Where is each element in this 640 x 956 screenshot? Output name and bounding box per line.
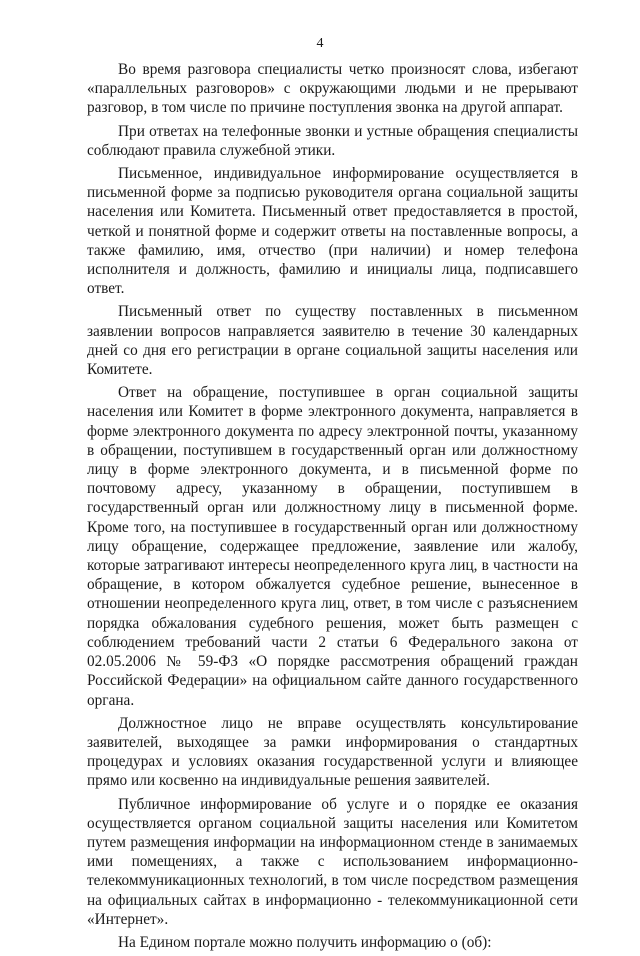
- paragraph-unified-portal: На Едином портале можно получить информацию о (об):: [118, 933, 492, 951]
- paragraph-public-informing: Публичное информирование об услуге и о порядке ее оказания осуществляется органом социальной защиты населения или Комитетом путем размещения информации на информационном стенде в занимаемых ими помещениях, а также с использованием информационно-телекоммуникационных технологий, в том числе посредством размещения на официальных сайтах в информационно - телекоммуникационной сети «Интернет».: [87, 795, 578, 928]
- paragraph-conversation-rules: Во время разговора специалисты четко произносят слова, избегают «параллельных разговоров» с окружающими людьми и не прерывают разговор, в том числе по причине поступления звонка на другой аппарат.: [87, 61, 578, 117]
- page-number: 4: [316, 36, 324, 51]
- document-body: [87, 60, 578, 956]
- paragraph-written-informing: Письменное, индивидуальное информирование осуществляется в письменной форме за подписью руководителя органа социальной защиты населения или Комитета. Письменный ответ предоставляется в простой, четкой и понятной форме и содержит ответы на поставленные вопросы, а также фамилию, имя, отчество (при наличии) и номер телефона исполнителя и должность, фамилию и инициалы лица, подписавшего ответ.: [87, 165, 578, 298]
- paragraph-response-deadline: Письменный ответ по существу поставленных в письменном заявлении вопросов направляется заявителю в течение 30 календарных дней со дня его регистрации в органе социальной защиты населения или Комитете.: [87, 303, 578, 379]
- paragraph-service-ethics: При ответах на телефонные звонки и устные обращения специалисты соблюдают правила служебной этики.: [87, 122, 578, 159]
- paragraph-electronic-response: Ответ на обращение, поступившее в орган социальной защиты населения или Комитет в форме электронного документа, направляется в форме электронного документа по адресу электронной почты, указанному в обращении, поступившем в государственный орган или должностному лицу в форме электронного документа, и в письменной форме по почтовому адресу, указанному в обращении, поступившем в государственный орган или должностному лицу в письменной форме. Кроме того, на поступившее в государственный орган или должностному лицу обращение, содержащее предложение, заявление или жалобу, которые затрагивают интересы неопределенного круга лиц, в частности на обращение, в котором обжалуется судебное решение, вынесенное в отношении неопределенного круга лиц, ответ, в том числе с разъяснением порядка обжалования судебного решения, может быть размещен с соблюдением требований части 2 статьи 6 Федерального закона от 02.05.2006 № 59-ФЗ «О порядке рассмотрения обращений граждан Российской Федерации» на официальном сайте данного государственного органа.: [87, 384, 578, 709]
- paragraph-consulting-limits: Должностное лицо не вправе осуществлять консультирование заявителей, выходящее за рамки информирования о стандартных процедурах и условиях оказания государственной услуги и влияющее прямо или косвенно на индивидуальные решения заявителей.: [87, 714, 578, 790]
